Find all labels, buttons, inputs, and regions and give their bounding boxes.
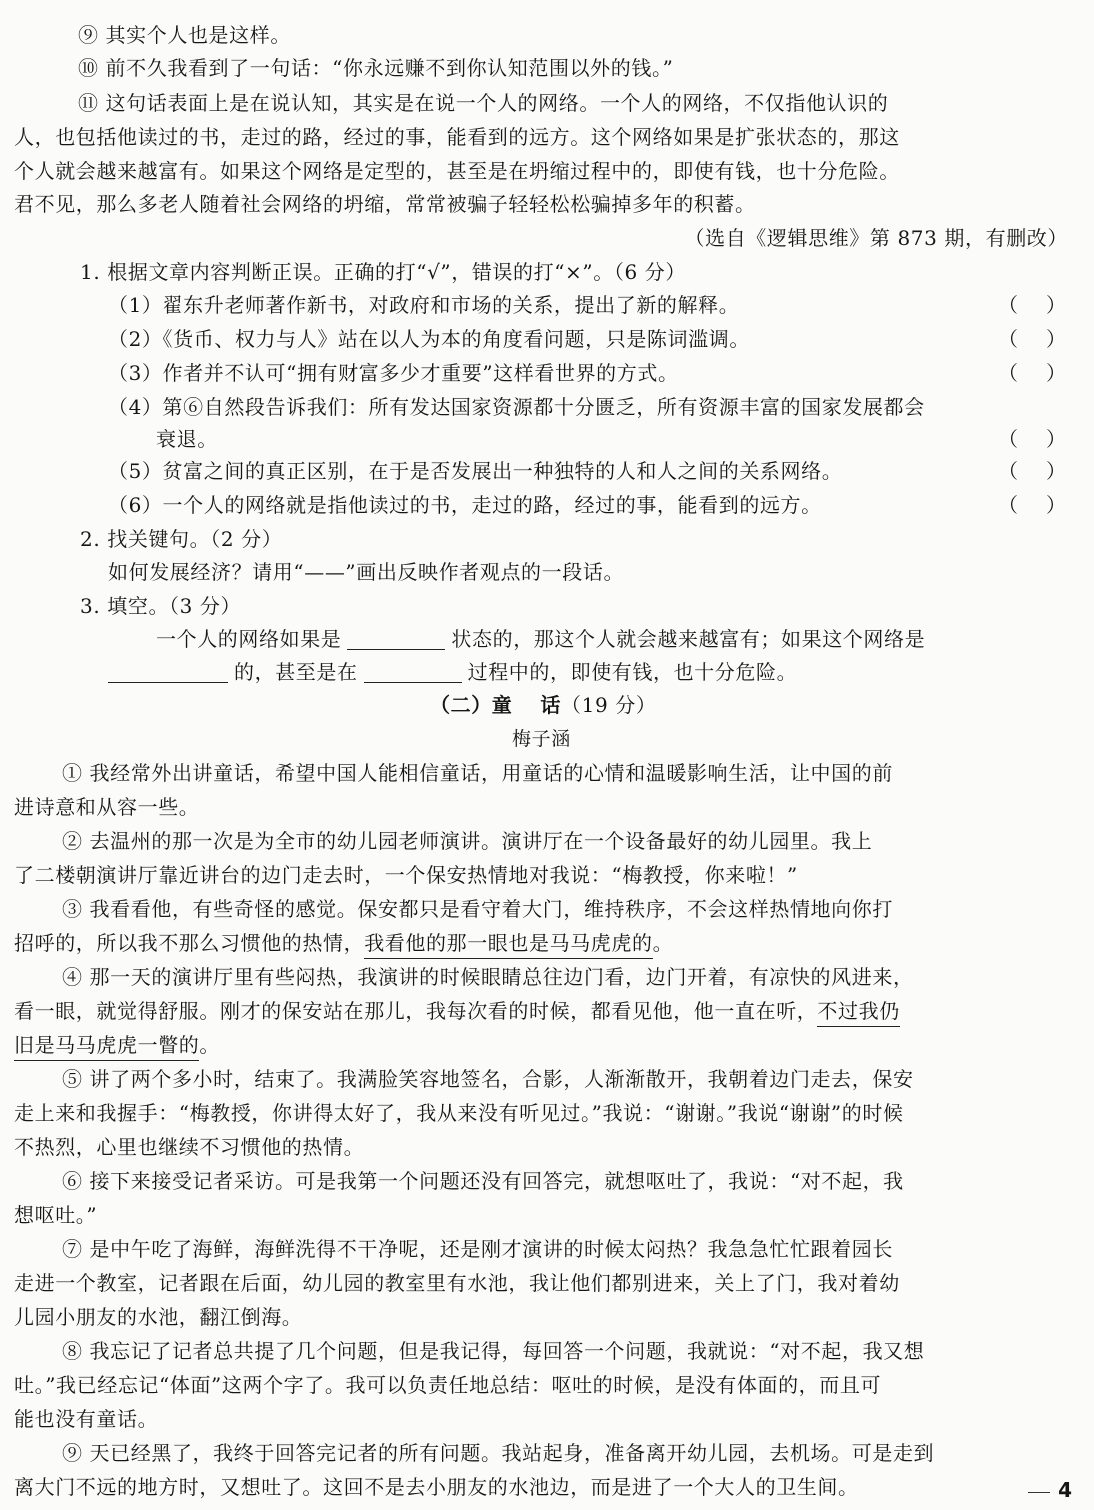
story-line: 走上来和我握手：“梅教授，你讲得太好了，我从来没有听见过。”我说：“谢谢。”我说“谢谢”的时候 [14, 1101, 904, 1125]
story-line [14, 1030, 220, 1060]
story-line: 能也没有童话。 [14, 1407, 159, 1431]
story-line: ⑧ 我忘记了记者总共提了几个问题，但是我记得，每回答一个问题，我就说：“对不起，我又想 [62, 1339, 925, 1363]
source-citation: （选自《逻辑思维》第 873 期，有删改） [684, 226, 1068, 250]
section-heading-label: 话 [540, 693, 562, 717]
paragraph-10: ⑩ 前不久我看到了一句话：“你永远赚不到你认知范围以外的钱。” [78, 56, 674, 80]
story-line: 吐。”我已经忘记“体面”这两个字了。我可以负责任地总结：呕吐的时候，是没有体面的，而且可 [14, 1373, 882, 1397]
answer-parentheses[interactable]: （） [998, 427, 1094, 451]
section-heading-label: （二）童 [430, 693, 513, 717]
question-3-line-2 [108, 657, 797, 687]
underlined-sentence: 我看他的那一眼也是马马虎虎的 [364, 931, 652, 959]
article-author: 梅子涵 [512, 728, 571, 750]
question-1-title: 1. 根据文章内容判断正误。正确的打“√”，错误的打“×”。（6 分） [80, 260, 686, 284]
question-1-item: （1）翟东升老师著作新书，对政府和市场的关系，提出了新的解释。 [108, 293, 740, 317]
story-text: 。 [199, 1033, 221, 1057]
story-line: ⑥ 接下来接受记者采访。可是我第一个问题还没有回答完，就想呕吐了，我说：“对不起，我 [62, 1169, 904, 1193]
question-3-title: 3. 填空。（3 分） [80, 594, 242, 618]
story-line [14, 996, 900, 1026]
paragraph-11-line: 个人就会越来越富有。如果这个网络是定型的，甚至是在坍缩过程中的，即使有钱，也十分危险。 [14, 159, 900, 183]
question-2-text: 如何发展经济？请用“——”画出反映作者观点的一段话。 [108, 560, 625, 584]
question-1-item: （6）一个人的网络就是指他读过的书，走过的路，经过的事，能看到的远方。 [108, 493, 822, 517]
paragraph-11-line: 君不见，那么多老人随着社会网络的坍缩，常常被骗子轻轻松松骗掉多年的积蓄。 [14, 192, 756, 216]
paragraph-11-line: ⑪ 这句话表面上是在说认知，其实是在说一个人的网络。一个人的网络，不仅指他认识的 [78, 91, 889, 115]
story-line: 不热烈，心里也继续不习惯他的热情。 [14, 1135, 365, 1159]
section-heading [430, 690, 656, 720]
story-text: 。 [652, 931, 674, 955]
paragraph-11-line: 人，也包括他读过的书，走过的路，经过的事，能看到的远方。这个网络如果是扩张状态的，那这 [14, 125, 900, 149]
fill-text: 一个人的网络如果是 [156, 627, 342, 651]
page-number: 4 [1058, 1478, 1072, 1502]
fill-text: 的，甚至是在 [234, 660, 358, 684]
question-1-item: （4）第⑥自然段告诉我们：所有发达国家资源都十分匮乏，所有资源丰富的国家发展都会 [108, 395, 925, 419]
story-line: 离大门不远的地方时，又想吐了。这回不是去小朋友的水池边，而是进了一个大人的卫生间。 [14, 1475, 859, 1499]
story-line [14, 928, 673, 958]
page-number-dash [1028, 1492, 1050, 1493]
underlined-sentence: 不过我仍 [817, 999, 899, 1027]
fill-text: 状态的，那这个人就会越来越富有；如果这个网络是 [451, 627, 926, 651]
question-1-item: （2）《货币、权力与人》站在以人为本的角度看问题，只是陈词滥调。 [108, 327, 750, 351]
fill-blank[interactable] [347, 627, 445, 650]
fill-blank[interactable] [108, 660, 228, 683]
answer-parentheses[interactable]: （） [998, 361, 1094, 385]
story-line: ② 去温州的那一次是为全市的幼儿园老师演讲。演讲厅在一个设备最好的幼儿园里。我上 [62, 829, 873, 853]
question-2-title: 2. 找关键句。（2 分） [80, 527, 283, 551]
answer-parentheses[interactable]: （） [998, 493, 1094, 517]
question-1-item: （5）贫富之间的真正区别，在于是否发展出一种独特的人和人之间的关系网络。 [108, 459, 843, 483]
section-score: （19 分） [561, 693, 657, 717]
paragraph-9: ⑨ 其实个人也是这样。 [78, 23, 291, 47]
fill-blank[interactable] [364, 660, 462, 683]
story-line: 了二楼朝演讲厅靠近讲台的边门走去时，一个保安热情地对我说：“梅教授，你来啦！” [14, 863, 798, 887]
underlined-sentence: 旧是马马虎虎一瞥的 [14, 1033, 199, 1061]
story-line: 进诗意和从容一些。 [14, 795, 200, 819]
story-line: ⑦ 是中午吃了海鲜，海鲜洗得不干净呢，还是刚才演讲的时候太闷热？我急急忙忙跟着园长 [62, 1237, 893, 1261]
story-line: 想呕吐。” [14, 1203, 98, 1227]
story-line: 走进一个教室，记者跟在后面，幼儿园的教室里有水池，我让他们都别进来，关上了门，我对着幼 [14, 1271, 900, 1295]
answer-parentheses[interactable]: （） [998, 327, 1094, 351]
question-1-item: （3）作者并不认可“拥有财富多少才重要”这样看世界的方式。 [108, 361, 679, 385]
fill-text: 过程中的，即使有钱，也十分危险。 [467, 660, 798, 684]
answer-parentheses[interactable]: （） [998, 293, 1094, 317]
story-line: ⑨ 天已经黑了，我终于回答完记者的所有问题。我站起身，准备离开幼儿园，去机场。可是走到 [62, 1441, 935, 1465]
story-text: 招呼的，所以我不那么习惯他的热情， [14, 931, 365, 955]
story-line: ④ 那一天的演讲厅里有些闷热，我演讲的时候眼睛总往边门看，边门开着，有凉快的风进来， [62, 965, 914, 989]
question-1-item: 衰退。 [156, 427, 218, 451]
story-line: 儿园小朋友的水池，翻江倒海。 [14, 1305, 303, 1329]
story-line: ① 我经常外出讲童话，希望中国人能相信童话，用童话的心情和温暖影响生活，让中国的前 [62, 761, 893, 785]
story-text: 看一眼，就觉得舒服。刚才的保安站在那儿，我每次看的时候，都看见他，他一直在听， [14, 999, 818, 1023]
answer-parentheses[interactable]: （） [998, 459, 1094, 483]
story-line: ③ 我看看他，有些奇怪的感觉。保安都只是看守着大门，维持秩序，不会这样热情地向你打 [62, 897, 893, 921]
question-3-line-1 [156, 624, 925, 654]
story-line: ⑤ 讲了两个多小时，结束了。我满脸笑容地签名，合影，人渐渐散开，我朝着边门走去，保安 [62, 1067, 914, 1091]
